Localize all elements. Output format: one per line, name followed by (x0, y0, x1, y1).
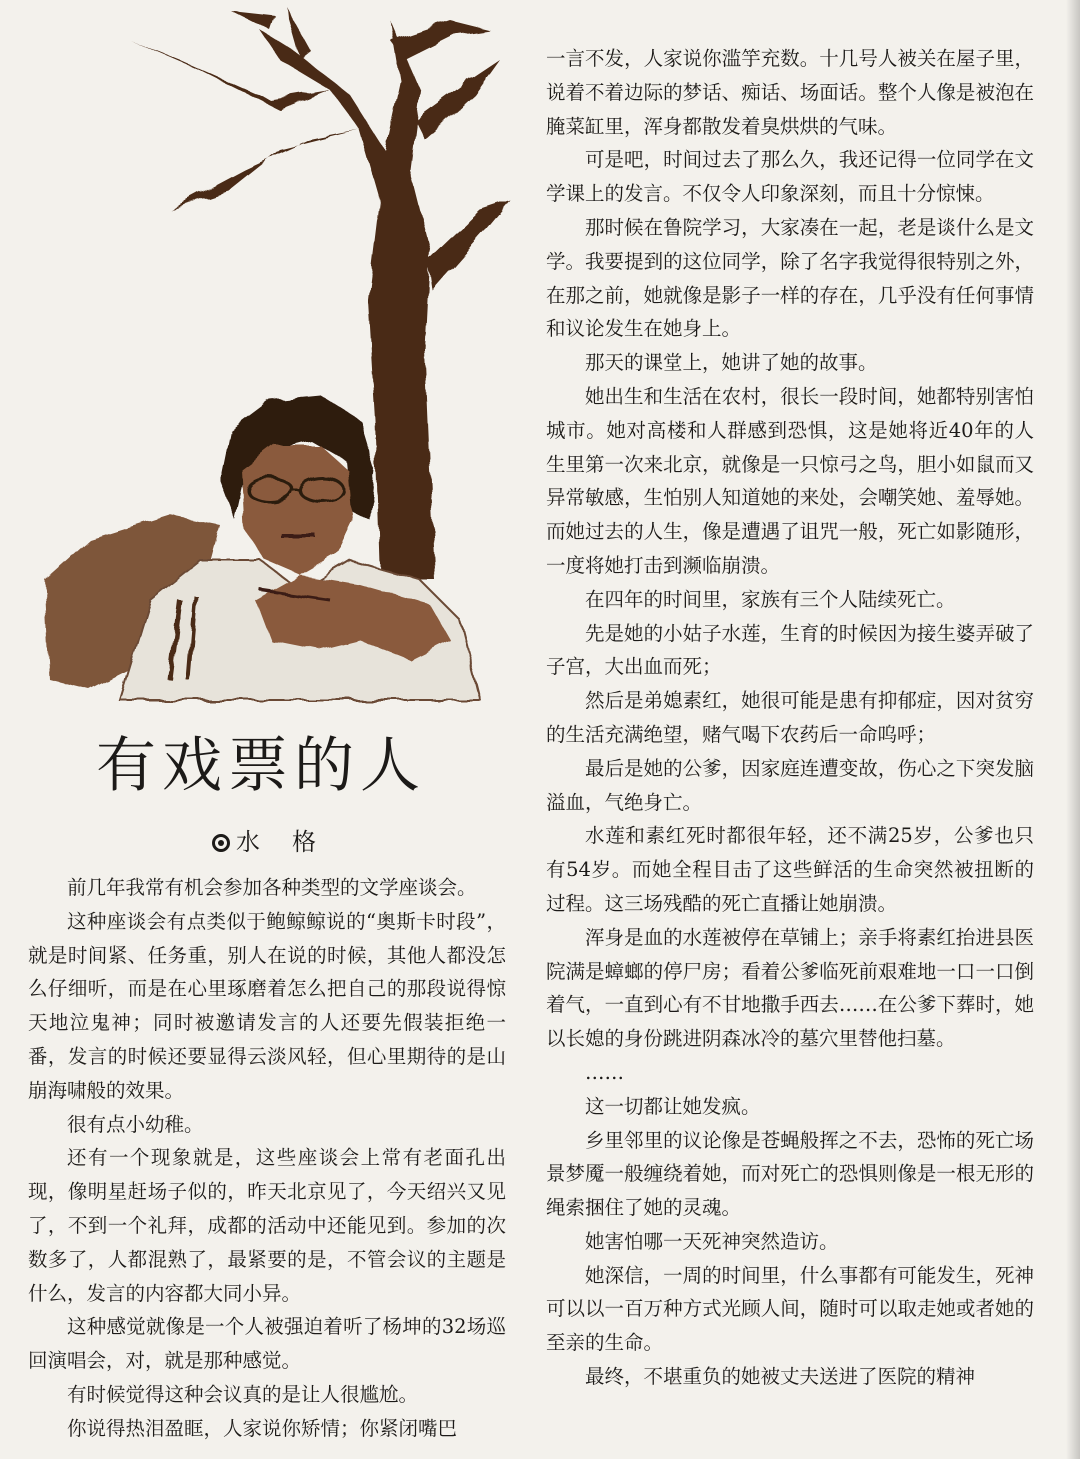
paragraph: 水莲和素红死时都很年轻，还不满25岁，公爹也只有54岁。而她全程目击了这些鲜活的生命突然被扭断的过程。这三场残酷的死亡直播让她崩溃。 (546, 824, 1034, 915)
paragraph: 一言不发，人家说你滥竽充数。十几号人被关在屋子里，说着不着边际的梦话、痴话、场面话。整个人像是被泡在腌菜缸里，浑身都散发着臭烘烘的气味。 (546, 47, 1034, 138)
paragraph: 那天的课堂上，她讲了她的故事。 (585, 351, 878, 375)
article-title: 有戏票的人 (96, 731, 426, 801)
paragraph: 这种感觉就像是一个人被强迫着听了杨坤的32场巡回演唱会，对，就是那种感觉。 (28, 1315, 506, 1373)
article-author (212, 822, 320, 857)
paragraph: 前几年我常有机会参加各种类型的文学座谈会。 (67, 876, 477, 899)
paragraph: 这种座谈会有点类似于鲍鲸鲸说的“奥斯卡时段”，就是时间紧、任务重，别人在说的时候，其他人都没怎么仔细听，而是在心里琢磨着怎么把自己的那段说得惊天地泣鬼神；同时被邀请发言的人还要先假装拒绝一番，发言的时候还要显得云淡风轻，但心里期待的是山崩海啸般的效果。 (28, 909, 506, 1102)
page-edge-shadow (1066, 0, 1080, 1459)
paragraph: 浑身是血的水莲被停在草铺上；亲手将素红抬进县医院满是蟑螂的停尸房；看着公爹临死前艰难地一口一口倒着气，一直到心有不甘地撒手西去……在公爹下葬时，她以长媳的身份跳进阴森冰冷的墓穴里替他扫墓。 (546, 925, 1034, 1051)
right-text-column (546, 42, 1034, 1394)
paragraph: 还有一个现象就是，这些座谈会上常有老面孔出现，像明星赶场子似的，昨天北京见了，今天绍兴又见了，不到一个礼拜，成都的活动中还能见到。参加的次数多了，人都混熟了，最紧要的是，不管会议的主题是什么，发言的内容都大同小异。 (28, 1146, 506, 1305)
watercolor-portrait-image (30, 0, 520, 705)
paragraph: …… (585, 1060, 624, 1084)
paragraph: 先是她的小姑子水莲，生育的时候因为接生婆弄破了子宫，大出血而死； (546, 621, 1034, 679)
paragraph: 在四年的时间里，家族有三个人陆续死亡。 (585, 587, 956, 611)
author-name: 水 格 (236, 828, 320, 856)
paragraph: 很有点小幼稚。 (67, 1112, 204, 1136)
bullet-circle-icon (212, 834, 230, 852)
paragraph: 有时候觉得这种会议真的是让人很尴尬。 (67, 1382, 419, 1406)
paragraph: 最后是她的公爹，因家庭连遭变故，伤心之下突发脑溢血，气绝身亡。 (546, 756, 1034, 814)
paragraph: 她害怕哪一天死神突然造访。 (585, 1229, 839, 1253)
paragraph: 这一切都让她发疯。 (585, 1094, 761, 1118)
paragraph: 乡里邻里的议论像是苍蝇般挥之不去，恐怖的死亡场景梦魇一般缠绕着她，而对死亡的恐惧则像是一根无形的绳索捆住了她的灵魂。 (546, 1128, 1034, 1220)
paragraph: 你说得热泪盈眶，人家说你矫情；你紧闭嘴巴 (67, 1416, 458, 1440)
paragraph: 她深信，一周的时间里，什么事都有可能发生，死神可以以一百万种方式光顾人间，随时可以取走她或者她的至亲的生命。 (546, 1263, 1034, 1355)
portrait-illustration (30, 0, 520, 705)
paragraph: 那时候在鲁院学习，大家凑在一起，老是谈什么是文学。我要提到的这位同学，除了名字我觉得很特别之外，在那之前，她就像是影子一样的存在，几乎没有任何事情和议论发生在她身上。 (546, 215, 1034, 341)
paragraph: 可是吧，时间过去了那么久，我还记得一位同学在文学课上的发言。不仅令人印象深刻，而且十分惊悚。 (546, 148, 1034, 206)
paragraph: 她出生和生活在农村，很长一段时间，她都特别害怕城市。她对高楼和人群感到恐惧，这是她将近40年的人生里第一次来北京，就像是一只惊弓之鸟，胆小如鼠而又异常敏感，生怕别人知道她的来处，会嘲笑她、羞辱她。而她过去的人生，像是遭遇了诅咒一般，死亡如影随形，一度将她打击到濒临崩溃。 (546, 384, 1034, 577)
face-shape (242, 445, 352, 575)
paragraph: 然后是弟媳素红，她很可能是患有抑郁症，因对贫穷的生活充满绝望，赌气喝下农药后一命呜呼； (546, 689, 1034, 746)
left-text-column (28, 871, 506, 1446)
paragraph: 最终，不堪重负的她被丈夫送进了医院的精神 (585, 1365, 976, 1389)
